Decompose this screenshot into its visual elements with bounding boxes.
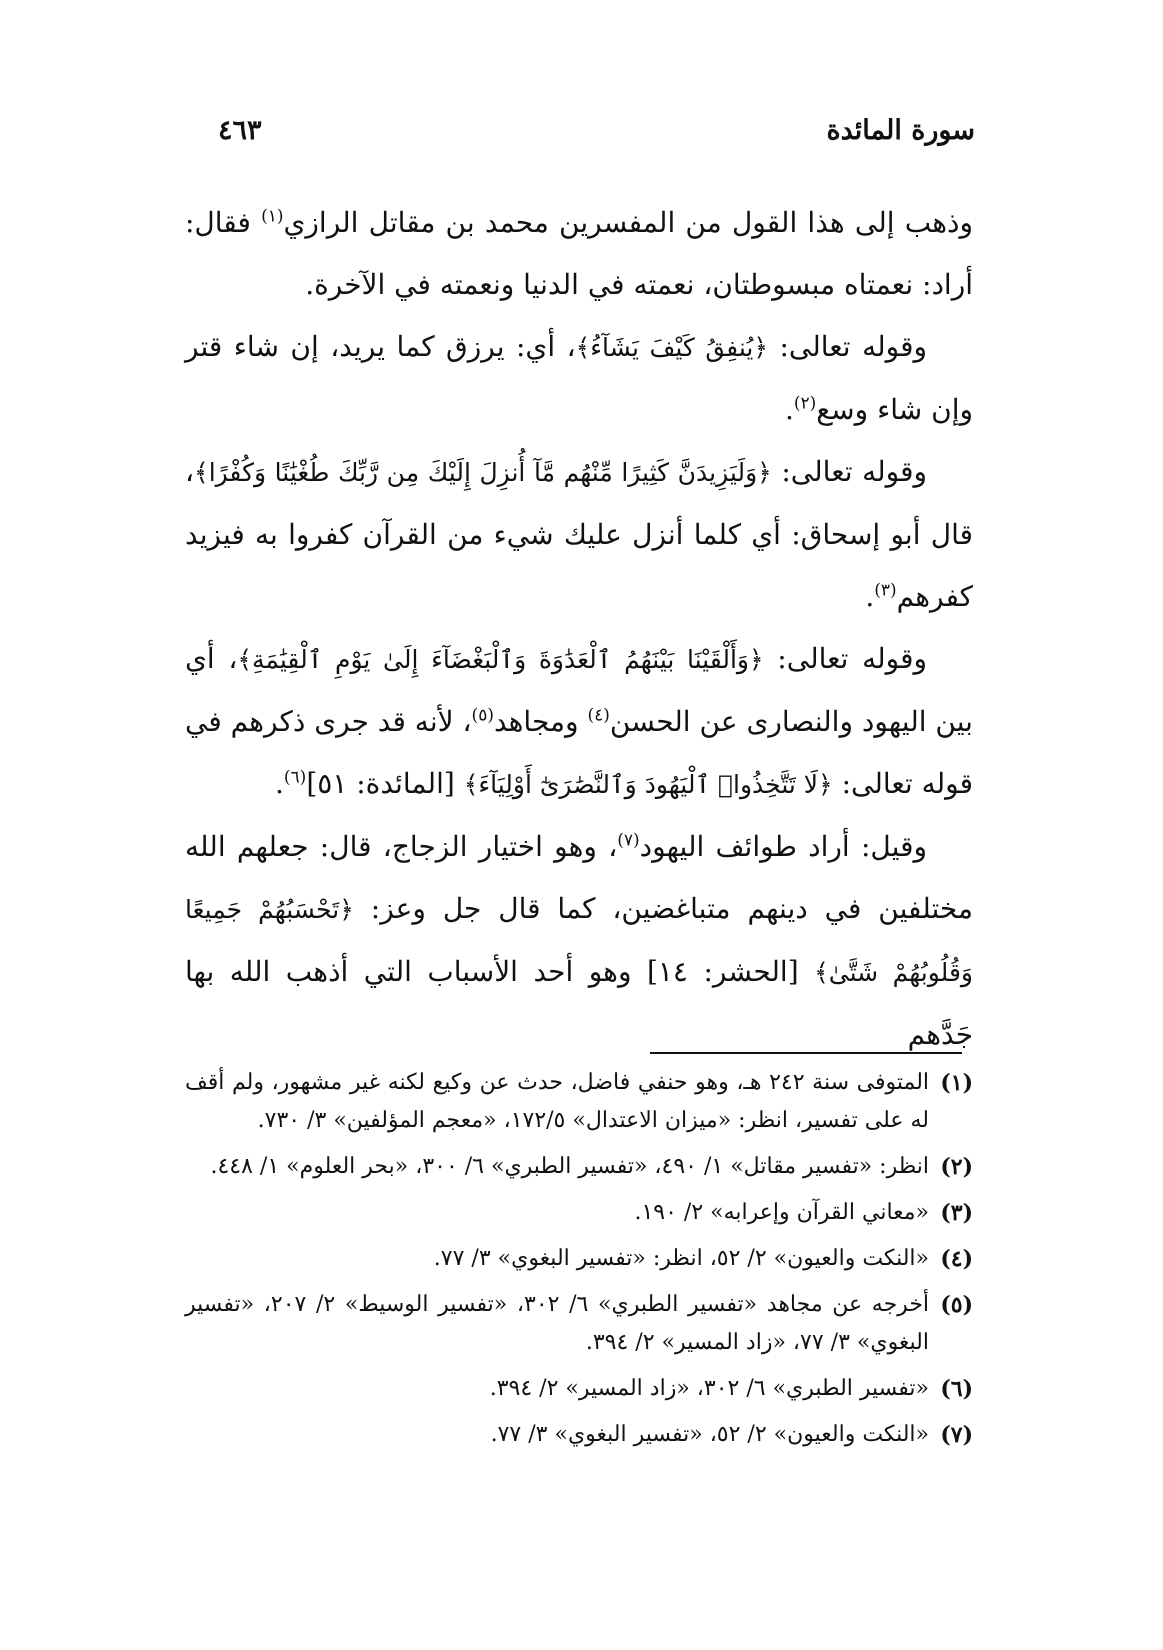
footnote-number: (٢) [940, 1154, 973, 1180]
footnote-text: المتوفى سنة ٢٤٢ هـ، وهو حنفي فاضل، حدث عن وكيع لكنه غير مشهور، ولم أقف له على تفسير، انظر: «ميزان الاعتدال» ١٧٢/٥، «معجم المؤلفين» ٣/ ٧٣٠. [185, 1070, 930, 1133]
footnote [185, 1194, 973, 1232]
footnote [185, 1416, 973, 1454]
footnote-ref: (٦) [283, 767, 307, 788]
quran-verse: ﴿وَأَلْقَيْنَا بَيْنَهُمُ ٱلْعَدَٰوَةَ وَٱلْبَغْضَآءَ إِلَىٰ يَوْمِ ٱلْقِيَٰمَةِ﴾ [237, 645, 764, 674]
footnote-ref: (٢) [793, 393, 817, 414]
footnote-text: أخرجه عن مجاهد «تفسير الطبري» ٦/ ٣٠٢، «تفسير الوسيط» ٢/ ٢٠٧، «تفسير البغوي» ٣/ ٧٧، «زاد المسير» ٢/ ٣٩٤. [185, 1292, 930, 1355]
footnote-number: (٧) [940, 1422, 973, 1448]
footnote-ref: (٧) [617, 830, 640, 851]
footnote [185, 1370, 973, 1408]
footnote [185, 1064, 973, 1140]
footnote-number: (٦) [940, 1376, 973, 1402]
paragraph-1: وذهب إلى هذا القول من المفسرين محمد بن مقاتل الرازي$^{(١)}$ فقال: أراد: نعمتاه مبسوطتان، نعمته في الدنيا ونعمته في الآخرة. [185, 206, 973, 301]
quran-verse: ﴿يُنفِقُ كَيْفَ يَشَآءُ﴾ [575, 333, 768, 362]
surah-title: سورة المائدة [826, 114, 975, 146]
footnote [185, 1240, 973, 1278]
footnote-ref: (٤) [587, 705, 610, 726]
footnote-text: انظر: «تفسير مقاتل» ١/ ٤٩٠، «تفسير الطبري» ٦/ ٣٠٠، «بحر العلوم» ١/ ٤٤٨. [210, 1154, 929, 1179]
footnote-number: (٣) [940, 1200, 973, 1226]
quran-verse: ﴿وَلَيَزِيدَنَّ كَثِيرًا مِّنْهُم مَّآ أُنزِلَ إِلَيْكَ مِن رَّبِّكَ طُغْيَٰنًا وَكُفْرًا﴾ [194, 458, 772, 487]
paragraph-2: وقوله تعالى: ﴿يُنفِقُ كَيْفَ يَشَآءُ﴾، أي: يرزق كما يريد، إن شاء قتر وإن شاء وسع$^{(٢)}$. [185, 330, 973, 426]
paragraph-5: وقيل: أراد طوائف اليهود$^{(٧)}$، وهو اختيار الزجاج، قال: جعلهم الله مختلفين في دينهم متباغضين، كما قال جل وعز: ﴿تَحْسَبُهُمْ جَمِيعًا وَقُلُوبُهُمْ شَتَّىٰ﴾ [الحشر: ١٤] وهو أحد الأسباب التي أذهب الله بها جَدَّهم [185, 830, 974, 1051]
main-text [185, 192, 973, 1066]
footnote-divider [650, 1052, 962, 1054]
footnote [185, 1286, 973, 1362]
footnote-number: (٤) [940, 1246, 973, 1272]
quran-verse: ﴿لَا تَتَّخِذُوا۟ ٱلْيَهُودَ وَٱلنَّصَٰرَىٰٓ أَوْلِيَآءَ﴾ [463, 770, 833, 799]
paragraph-4: وقوله تعالى: ﴿وَأَلْقَيْنَا بَيْنَهُمُ ٱلْعَدَٰوَةَ وَٱلْبَغْضَآءَ إِلَىٰ يَوْمِ ٱلْقِيَٰمَةِ﴾، أي بين اليهود والنصارى عن الحسن$^{(٤)}$ ومجاهد$^{(٥)}$، لأنه قد جرى ذكرهم في قوله تعالى: ﴿لَا تَتَّخِذُوا۟ ٱلْيَهُودَ وَٱلنَّصَٰرَىٰٓ أَوْلِيَآءَ﴾ [المائدة: ٥١]$^{(٦)}$. [185, 642, 973, 800]
footnote-ref: (١) [261, 206, 284, 227]
quran-verse: ﴿تَحْسَبُهُمْ جَمِيعًا وَقُلُوبُهُمْ شَتَّىٰ﴾ [185, 895, 973, 987]
footnotes [185, 1064, 973, 1462]
footnote-number: (١) [940, 1070, 973, 1096]
footnote-text: «النكت والعيون» ٢/ ٥٢، انظر: «تفسير البغوي» ٣/ ٧٧. [433, 1246, 929, 1271]
page-number: ٤٦٣ [218, 114, 262, 146]
footnote-number: (٥) [940, 1292, 973, 1318]
footnote-text: «تفسير الطبري» ٦/ ٣٠٢، «زاد المسير» ٢/ ٣٩٤. [489, 1376, 929, 1401]
footnote-ref: (٥) [471, 705, 494, 726]
footnote-ref: (٣) [874, 580, 897, 601]
footnote-text: «النكت والعيون» ٢/ ٥٢، «تفسير البغوي» ٣/ ٧٧. [490, 1422, 929, 1447]
footnote-text: «معاني القرآن وإعرابه» ٢/ ١٩٠. [634, 1200, 929, 1225]
page-header [218, 108, 975, 152]
paragraph-3: وقوله تعالى: ﴿وَلَيَزِيدَنَّ كَثِيرًا مِّنْهُم مَّآ أُنزِلَ إِلَيْكَ مِن رَّبِّكَ طُغْيَٰنًا وَكُفْرًا﴾، قال أبو إسحاق: أي كلما أنزل عليك شيء من القرآن كفروا به فيزيد كفرهم$^{(٣)}$. [185, 455, 973, 613]
footnote [185, 1148, 973, 1186]
